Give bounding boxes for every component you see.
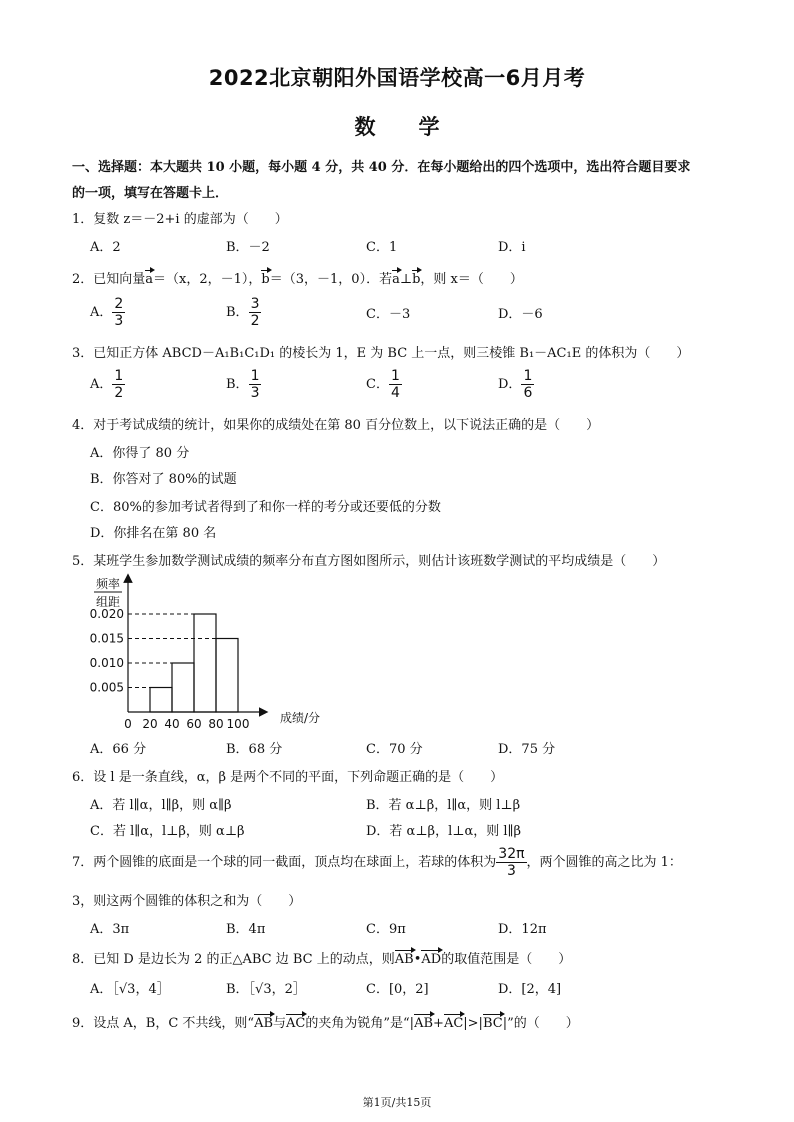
frequency-histogram (86, 574, 321, 734)
q9-stem-mid2: 的夹角为锐角”是“| (305, 1016, 415, 1031)
section-heading-cont: 的一项，填写在答题卡上． (72, 186, 229, 201)
histogram-bar (172, 663, 194, 712)
option-label: A． (90, 305, 113, 320)
option-label: B． (226, 377, 249, 392)
y-tick-label: 0.020 (89, 607, 124, 621)
numerator: 32π (498, 846, 525, 862)
q2-stem (72, 268, 523, 287)
denominator: 6 (523, 385, 533, 401)
q3-option-a (90, 368, 125, 401)
histogram-labels (90, 576, 320, 731)
q7-stem (72, 846, 682, 879)
q4-option-c: C．80%的参加考试者得到了和你一样的考分或还要低的分数 (90, 500, 441, 515)
fraction (249, 368, 262, 401)
q4-option-d: D．你排名在第 80 名 (90, 526, 217, 541)
option-label: D． (498, 377, 522, 392)
page-footer: 第1页/共15页 (362, 1096, 432, 1109)
x-tick-label: 100 (226, 717, 250, 731)
denominator: 4 (390, 385, 400, 401)
vector-b: b (412, 272, 421, 287)
q3-option-b (226, 368, 261, 401)
q4-stem: 4．对于考试成绩的统计，如果你的成绩处在第 80 百分位数上，以下说法正确的是（ ） (72, 418, 600, 433)
vector-a: a (145, 272, 154, 287)
q3-option-c (366, 368, 402, 401)
greater-than-symbol: |>| (463, 1016, 483, 1031)
x-tick-label: 80 (208, 717, 224, 731)
histogram-axes (128, 576, 266, 712)
numerator: 1 (523, 368, 533, 384)
vector-AB: AB (254, 1016, 274, 1031)
vector-AD: AD (421, 952, 442, 967)
q2-stem-mid3: ⊥ (399, 272, 413, 287)
y-tick-label: 0.010 (89, 656, 124, 670)
subject-title (0, 111, 794, 141)
q3-option-d (498, 368, 534, 401)
q6-option-a: A．若 l∥α，l∥β，则 α∥β (90, 798, 232, 813)
y-tick-label: 0.005 (89, 680, 124, 695)
fraction (389, 368, 402, 401)
exam-title: 2022北京朝阳外国语学校高一6月月考 (208, 66, 586, 90)
vector-a: a (392, 272, 400, 287)
q8-stem-pre: 8．已知 D 是边长为 2 的正△ABC 边 BC 上的动点，则 (72, 952, 395, 967)
x-tick-label: 20 (142, 717, 158, 731)
q1-option-a: A．2 (90, 240, 121, 255)
vector-AB: AB (414, 1016, 434, 1031)
fraction (112, 296, 125, 329)
dot-product-symbol: • (413, 952, 422, 967)
q7-stem-cont: 3，则这两个圆锥的体积之和为（ ） (72, 894, 302, 909)
q8-stem (72, 948, 571, 967)
q2-option-c: C．－3 (366, 307, 411, 322)
q4-option-b: B．你答对了 80%的试题 (90, 472, 237, 487)
q8-option-c: C．[0，2] (366, 982, 429, 997)
fraction (112, 368, 125, 401)
q2-stem-mid1: ＝（x，2，－1）， (153, 272, 262, 287)
option-label: B． (226, 305, 249, 320)
section-heading: 一、选择题：本大题共 10 小题，每小题 4 分，共 40 分．在每小题给出的四个选项中，选出符合题目要求 (72, 160, 691, 175)
q8-option-b: B．［√3，2］ (226, 982, 306, 997)
vector-BC: BC (482, 1016, 503, 1031)
numerator: 2 (114, 296, 124, 312)
q7-option-d: D．12π (498, 922, 547, 937)
subject-char-1: 数 (354, 115, 376, 139)
q6-option-b: B．若 α⊥β，l∥α，则 l⊥β (366, 798, 521, 813)
denominator: 3 (250, 385, 260, 401)
histogram-bar (150, 688, 172, 713)
q2-stem-end: ，则 x＝（ ） (420, 272, 523, 287)
numerator: 1 (250, 368, 260, 384)
option-label: C． (366, 377, 389, 392)
q5-option-b: B．68 分 (226, 742, 283, 757)
fraction (521, 368, 534, 401)
q5-option-a: A．66 分 (90, 742, 147, 757)
q2-option-a (90, 296, 125, 329)
q7-stem-post: ，两个圆锥的高之比为 1： (526, 855, 682, 870)
q2-stem-pre: 2．已知向量 (72, 272, 146, 287)
numerator: 3 (250, 296, 260, 312)
q2-option-d: D．－6 (498, 307, 543, 322)
q1-stem: 1．复数 z＝－2+i 的虚部为（ ） (72, 212, 288, 227)
option-label: A． (90, 377, 113, 392)
denominator: 3 (506, 863, 516, 879)
q2-stem-mid2: ＝（3，－1，0）．若 (269, 272, 393, 287)
y-axis-label-bottom: 组距 (95, 595, 121, 609)
vector-AC: AC (443, 1016, 464, 1031)
histogram-bar (216, 639, 238, 713)
q8-option-a: A．［√3，4］ (90, 982, 170, 997)
q8-stem-post: 的取值范围是（ ） (441, 952, 572, 967)
q1-option-d: D．i (498, 240, 526, 255)
numerator: 1 (390, 368, 400, 384)
q7-option-c: C．9π (366, 922, 406, 937)
q6-stem: 6．设 l 是一条直线，α，β 是两个不同的平面，下列命题正确的是（ ） (72, 770, 504, 785)
x-tick-label: 0 (124, 717, 132, 731)
y-axis-label-top: 频率 (95, 577, 121, 591)
q8-option-d: D．[2，4] (498, 982, 562, 997)
q5-option-d: D．75 分 (498, 742, 556, 757)
vector-AC: AC (286, 1016, 306, 1031)
q3-stem: 3．已知正方体 ABCD－A₁B₁C₁D₁ 的棱长为 1，E 为 BC 上一点，则三棱锥 B₁－AC₁E 的体积为（ ） (72, 346, 690, 361)
x-tick-label: 60 (186, 717, 202, 731)
x-tick-label: 40 (164, 717, 180, 731)
q9-stem-post: |”的（ ） (502, 1016, 579, 1031)
q5-option-c: C．70 分 (366, 742, 423, 757)
y-tick-label: 0.015 (89, 631, 124, 646)
fraction (249, 296, 262, 329)
vector-AB: AB (394, 952, 414, 967)
q7-option-a: A．3π (90, 922, 130, 937)
q6-option-d: D．若 α⊥β，l⊥α，则 l∥β (366, 824, 522, 839)
fraction (496, 846, 526, 879)
vector-b: b (261, 272, 270, 287)
q9-stem (72, 1012, 579, 1031)
q7-option-b: B．4π (226, 922, 266, 937)
q9-stem-mid1: 与 (273, 1016, 287, 1031)
histogram-bar (194, 614, 216, 712)
x-axis-label: 成绩/分 (280, 711, 321, 725)
numerator: 1 (114, 368, 124, 384)
denominator: 2 (114, 385, 124, 401)
q9-stem-pre: 9．设点 A，B，C 不共线，则“ (72, 1016, 255, 1031)
plus-symbol: + (433, 1016, 444, 1031)
denominator: 2 (250, 313, 260, 329)
denominator: 3 (114, 313, 124, 329)
q4-option-a: A．你得了 80 分 (90, 446, 190, 461)
subject-char-2: 学 (418, 115, 440, 139)
q1-option-c: C．1 (366, 240, 398, 255)
q2-option-b (226, 296, 261, 329)
q7-stem-pre: 7．两个圆锥的底面是一个球的同一截面，顶点均在球面上，若球的体积为 (72, 855, 497, 870)
q6-option-c: C．若 l∥α，l⊥β，则 α⊥β (90, 824, 245, 839)
q1-option-b: B．－2 (226, 240, 270, 255)
q5-stem: 5．某班学生参加数学测试成绩的频率分布直方图如图所示，则估计该班数学测试的平均成绩是（ ） (72, 554, 666, 569)
